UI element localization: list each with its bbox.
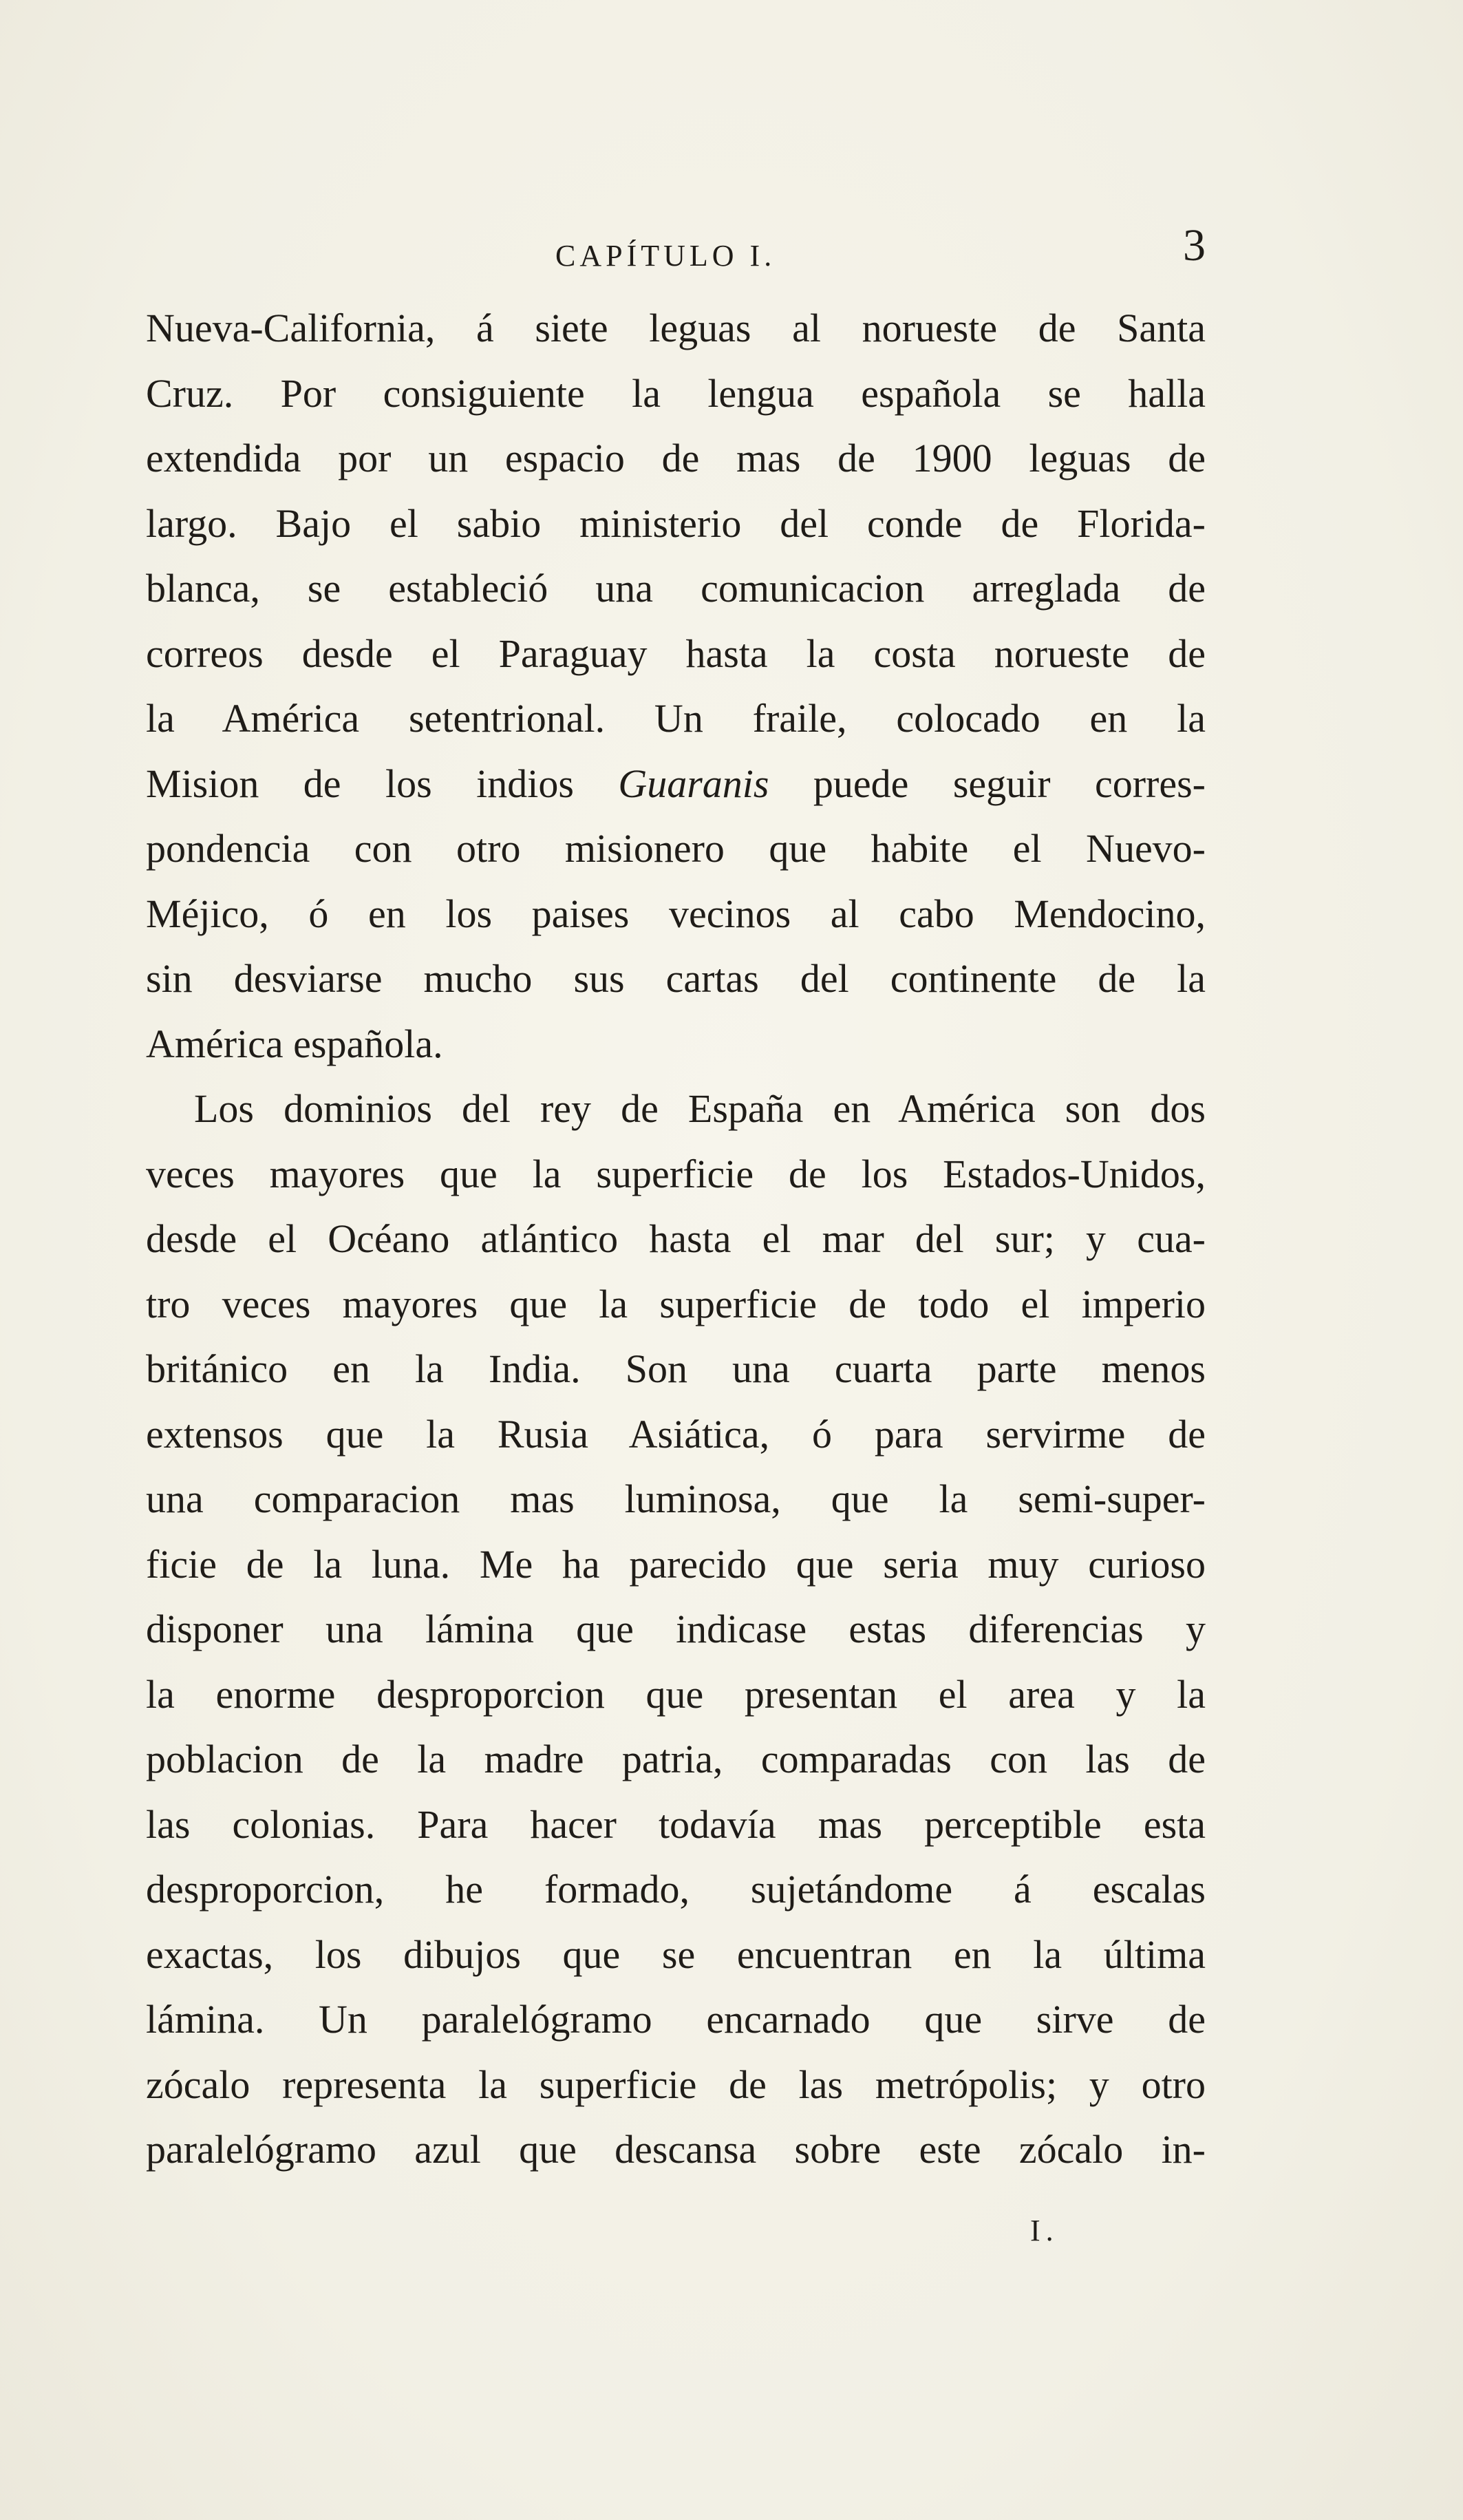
- text-line: [146, 752, 1206, 817]
- paragraph-1: [146, 296, 1206, 1077]
- text-line: América española.: [146, 1021, 443, 1066]
- text-line: largo. Bajo el sabio ministerio del conde de Florida-: [146, 500, 1206, 546]
- text-line: pondencia con otro misionero que habite el Nuevo-: [146, 826, 1206, 871]
- text-line: lámina. Un paralelógramo encarnado que sirve de: [146, 1997, 1206, 2042]
- text-line: sin desviarse mucho sus cartas del continente de la: [146, 956, 1206, 1001]
- text-line: las colonias. Para hacer todavía mas perceptible esta: [146, 1801, 1206, 1847]
- text-line: correos desde el Paraguay hasta la costa norueste de: [146, 631, 1206, 676]
- text-run: puede seguir corres-: [769, 761, 1206, 806]
- signature-mark: I.: [1030, 2214, 1059, 2247]
- text-line: desproporcion, he formado, sujetándome á escalas: [146, 1867, 1206, 1912]
- text-line: Nueva-California, á siete leguas al norueste de Santa: [146, 306, 1206, 350]
- text-line: blanca, se estableció una comunicacion arreglada de: [146, 566, 1206, 611]
- text-line: desde el Océano atlántico hasta el mar del sur; y cua-: [146, 1216, 1206, 1261]
- running-head: [146, 220, 1206, 277]
- text-line: Cruz. Por consiguiente la lengua española se halla: [146, 370, 1206, 416]
- text-line: paralelógramo azul que descansa sobre este zócalo in-: [146, 2127, 1206, 2172]
- text-line: exactas, los dibujos que se encuentran en la última: [146, 1931, 1206, 1977]
- text-line: extensos que la Rusia Asiática, ó para servirme de: [146, 1411, 1206, 1457]
- paragraph-2: [146, 1077, 1206, 2183]
- italic-term: Guaranis: [618, 761, 769, 806]
- chapter-title: CAPÍTULO I.: [555, 239, 776, 273]
- text-line: tro veces mayores que la superficie de todo el imperio: [146, 1281, 1206, 1326]
- text-run: Mision de los indios: [146, 761, 619, 806]
- text-line: británico en la India. Son una cuarta parte menos: [146, 1346, 1206, 1391]
- page-number: 3: [1183, 220, 1206, 271]
- text-line: la enorme desproporcion que presentan el area y la: [146, 1671, 1206, 1717]
- text-line: la América setentrional. Un fraile, colocado en la: [146, 696, 1206, 741]
- text-line: zócalo representa la superficie de las metrópolis; y otro: [146, 2062, 1206, 2107]
- body-text: [146, 296, 1206, 2183]
- text-line: veces mayores que la superficie de los Estados-Unidos,: [146, 1151, 1206, 1196]
- text-line: ficie de la luna. Me ha parecido que seria muy curioso: [146, 1541, 1206, 1587]
- text-line: extendida por un espacio de mas de 1900 leguas de: [146, 436, 1206, 480]
- text-line: una comparacion mas luminosa, que la semi-super-: [146, 1476, 1206, 1521]
- text-line: poblacion de la madre patria, comparadas con las de: [146, 1737, 1206, 1781]
- text-line: Los dominios del rey de España en América son dos: [194, 1086, 1206, 1131]
- text-line: Méjico, ó en los paises vecinos al cabo Mendocino,: [146, 891, 1206, 936]
- text-line: disponer una lámina que indicase estas diferencias y: [146, 1607, 1206, 1651]
